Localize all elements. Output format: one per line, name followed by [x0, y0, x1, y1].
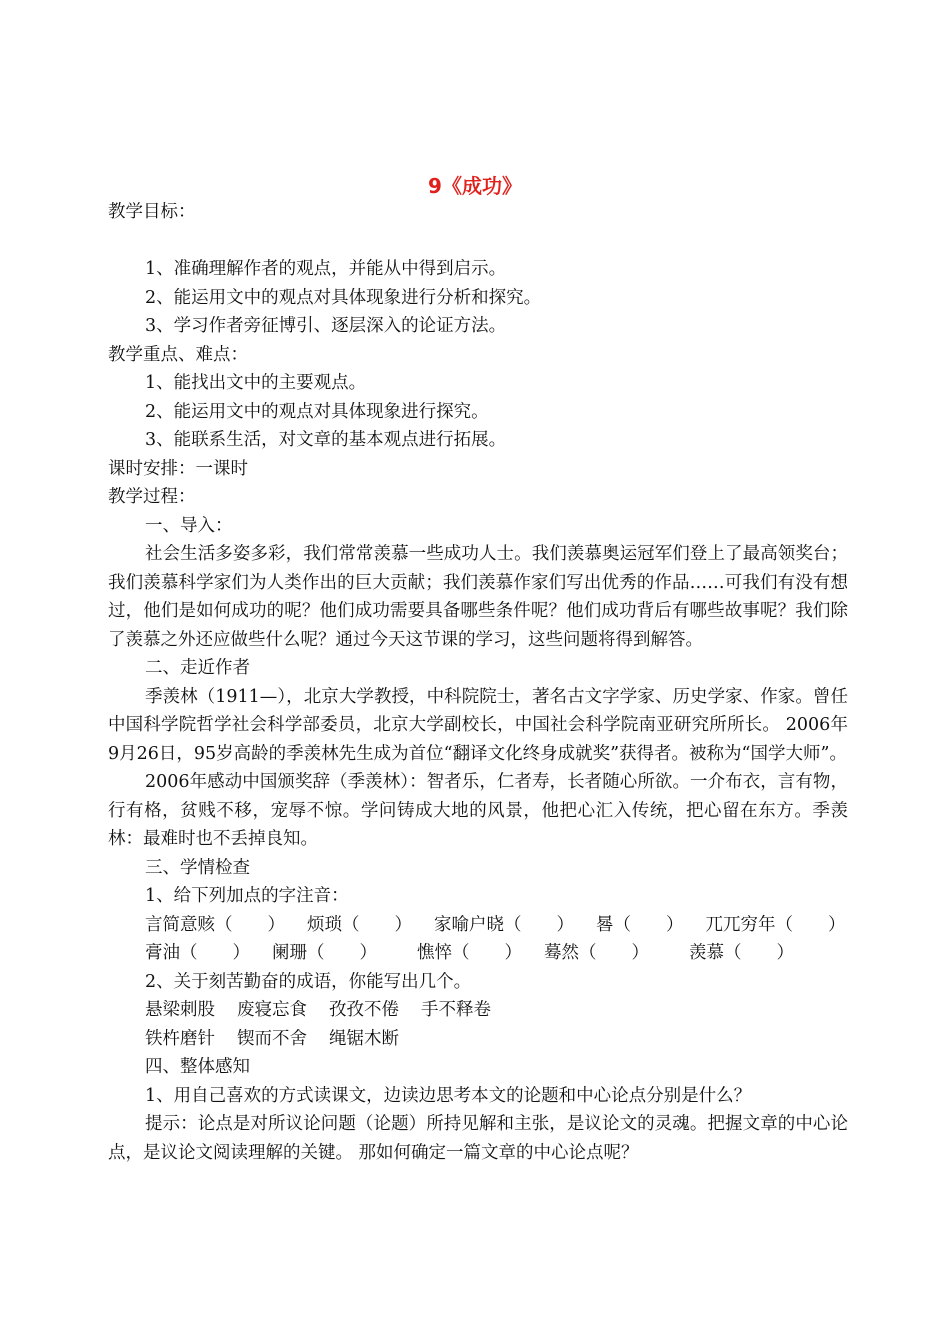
key-point-item: 3、能联系生活，对文章的基本观点进行拓展。: [145, 430, 507, 450]
section2-paragraph-2: [108, 768, 848, 854]
idiom-item: 手不释卷: [421, 1000, 491, 1020]
section1-text: 社会生活多姿多彩，我们常常羡慕一些成功人士。我们羡慕奥运冠军们登上了最高领奖台；我们羡慕科学家们为人类作出的巨大贡献；我们羡慕作家们写出优秀的作品……可我们有没有想过，他们是如何成功的呢？他们成功需要具备哪些条件呢？他们成功背后有哪些故事呢？我们除了羡慕之外还应做些什么呢？通过今天这节课的学习，这些问题将得到解答。: [108, 544, 848, 650]
document-body: [108, 198, 848, 1167]
objective-item: 3、学习作者旁征博引、逐层深入的论证方法。: [145, 316, 507, 336]
idiom-item: 铁杵磨针: [145, 1028, 215, 1049]
idiom-item: 悬梁刺股: [145, 1000, 215, 1020]
pinyin-item: 蓦然（ ）: [544, 943, 649, 963]
pinyin-item: 家喻户晓（ ）: [434, 914, 574, 935]
section3-heading: 三、学情检查: [145, 857, 250, 878]
section2-heading: 二、走近作者: [145, 658, 250, 678]
section4-question1: 1、用自己喜欢的方式读课文，边读边思考本文的论题和中心论点分别是什么？: [145, 1085, 752, 1106]
pinyin-row-2: [108, 939, 848, 968]
key-point-item: 2、能运用文中的观点对具体现象进行探究。: [145, 401, 489, 422]
section3-question1: 1、给下列加点的字注音：: [145, 886, 349, 906]
page-title: 9《成功》: [428, 174, 522, 198]
pinyin-item: 烦琐（ ）: [307, 914, 412, 935]
key-point-item: 1、能找出文中的主要观点。: [145, 373, 367, 393]
section2-text: 季羡林（1911—），北京大学教授，中科院院士，著名古文字学家、历史学家、作家。曾任中国科学院哲学社会科学部委员，北京大学副校长，中国社会科学院南亚研究所所长。 2006年9月26日，95岁高龄的季羡林先生成为首位“翻译文化终身成就奖”获得者。被称为“国学大师”。: [108, 686, 848, 764]
pinyin-item: 阑珊（ ）: [272, 943, 377, 963]
section1-heading: 一、导入：: [145, 515, 233, 536]
idiom-item: 废寝忘食: [237, 1000, 307, 1020]
idiom-item: 绳锯木断: [329, 1028, 399, 1049]
idioms-row-2: [108, 1025, 848, 1054]
blank-line: [108, 227, 848, 256]
section2-paragraph: [108, 683, 848, 769]
section4-hint-paragraph: [108, 1110, 848, 1167]
pinyin-item: 憔悴（ ）: [417, 943, 522, 963]
schedule: 课时安排：一课时: [108, 458, 248, 479]
pinyin-item: 羡慕（ ）: [689, 943, 794, 963]
process-heading: 教学过程：: [108, 487, 196, 507]
section4-heading: 四、整体感知: [145, 1057, 250, 1077]
pinyin-row-1: [108, 911, 848, 940]
section4-hint: 提示：论点是对所议论问题（论题）所持见解和主张，是议论文的灵魂。把握文章的中心论点，是议论文阅读理解的关键。 那如何确定一篇文章的中心论点呢？: [108, 1114, 848, 1163]
key-points-heading: 教学重点、难点：: [108, 344, 248, 365]
pinyin-item: 兀兀穷年（ ）: [705, 914, 846, 935]
objective-item: 1、准确理解作者的观点，并能从中得到启示。: [145, 259, 507, 279]
objectives-heading: 教学目标：: [108, 202, 196, 222]
section2-text2: 2006年感动中国颁奖辞（季羡林）：智者乐，仁者寿，长者随心所欲。一介布衣，言有物，行有格，贫贱不移，宠辱不惊。学问铸成大地的风景，他把心汇入传统，把心留在东方。季羡林：最难时也不丢掉良知。: [108, 772, 848, 849]
pinyin-item: 膏油（ ）: [145, 943, 250, 963]
section1-paragraph: [108, 540, 848, 654]
idioms-row-1: [108, 996, 848, 1025]
section3-question2: 2、关于刻苦勤奋的成语，你能写出几个。: [145, 971, 472, 992]
pinyin-item: 晷（ ）: [596, 914, 684, 935]
pinyin-item: 言简意赅（ ）: [145, 914, 285, 935]
objective-item: 2、能运用文中的观点对具体现象进行分析和探究。: [145, 287, 542, 308]
idiom-item: 孜孜不倦: [329, 1000, 399, 1020]
idiom-item: 锲而不舍: [237, 1028, 307, 1049]
